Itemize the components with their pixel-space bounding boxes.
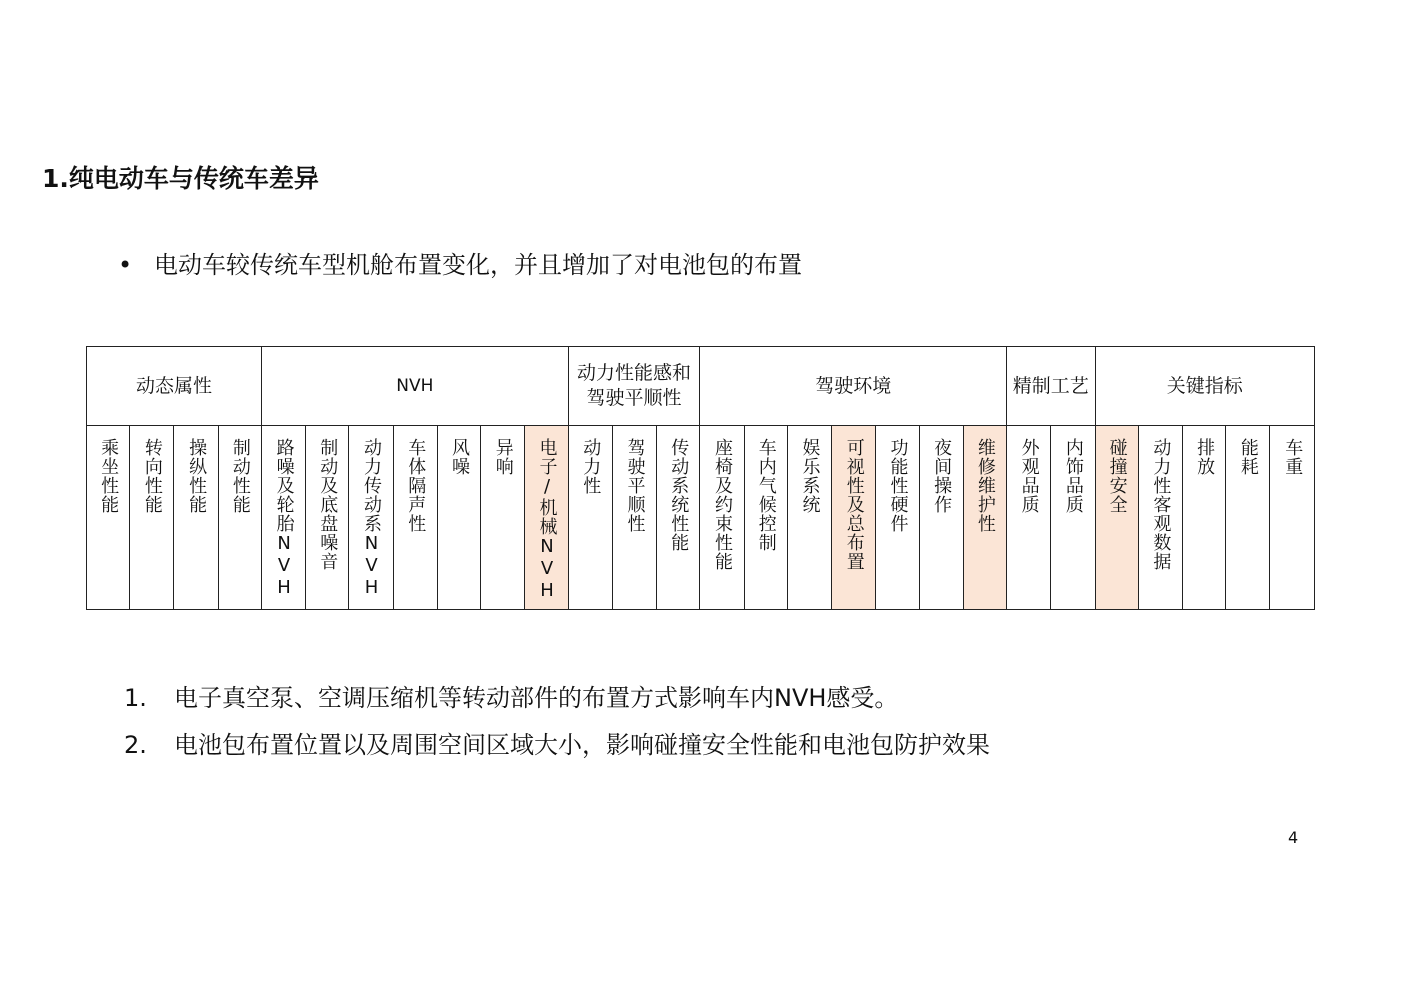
item-text: 电池包布置位置以及周围空间区域大小，影响碰撞安全性能和电池包防护效果 (174, 731, 990, 759)
item-label: 能耗 (1237, 438, 1259, 476)
item-label: 排放 (1194, 438, 1216, 476)
item-cell (1270, 426, 1315, 610)
item-label: 车重 (1282, 438, 1304, 476)
item-label: 娱乐系统 (799, 438, 821, 514)
numbered-item (124, 728, 990, 762)
group-header: 动力性能感和驾驶平顺性 (568, 347, 700, 426)
item-cell (1183, 426, 1226, 610)
item-label: 车内气候控制 (755, 438, 777, 552)
group-header-row (87, 347, 1315, 426)
item-cell (1051, 426, 1095, 610)
item-cell (349, 426, 393, 610)
section-title: 1.纯电动车与传统车差异 (42, 164, 319, 193)
item-label: 车体隔声性 (405, 438, 427, 533)
item-label: 可视性及总布置 (843, 438, 865, 571)
item-label: 异响 (492, 438, 514, 476)
item-cell (919, 426, 963, 610)
item-number: 2. (124, 731, 147, 759)
numbered-item (124, 681, 898, 715)
group-header: NVH (261, 347, 568, 426)
item-cell (393, 426, 437, 610)
item-label: 动力性 (580, 438, 602, 495)
item-row (87, 426, 1315, 610)
item-label: 座椅及约束性能 (712, 438, 733, 571)
item-cell (787, 426, 831, 610)
item-label: 驾驶平顺性 (624, 438, 646, 533)
item-label: 维修维护性 (974, 438, 996, 533)
item-cell (568, 426, 612, 610)
item-label: 电子/机械NVH (536, 438, 558, 602)
item-label: 动力传动系NVH (361, 438, 383, 599)
item-number: 1. (124, 684, 147, 712)
bullet-text: 电动车较传统车型机舱布置变化，并且增加了对电池包的布置 (154, 251, 802, 279)
item-label: 碰撞安全 (1106, 438, 1128, 514)
item-cell (832, 426, 876, 610)
item-cell (700, 426, 744, 610)
item-cell (744, 426, 787, 610)
item-label: 传动系统性能 (668, 438, 690, 552)
item-cell (1095, 426, 1138, 610)
item-label: 功能性硬件 (887, 438, 909, 533)
item-cell (87, 426, 130, 610)
item-label: 制动性能 (229, 438, 251, 514)
group-header: 精制工艺 (1007, 347, 1095, 426)
item-cell (612, 426, 656, 610)
item-cell (174, 426, 218, 610)
item-label: 制动及底盘噪音 (317, 438, 339, 571)
attribute-table (86, 346, 1315, 610)
item-label: 内饰品质 (1062, 438, 1084, 514)
item-cell (657, 426, 700, 610)
group-header: 动态属性 (87, 347, 262, 426)
bullet-dot: • (118, 251, 133, 279)
item-cell (437, 426, 480, 610)
page-number: 4 (1288, 828, 1299, 847)
item-label: 动力性客观数据 (1150, 438, 1172, 571)
item-label: 风噪 (449, 438, 470, 476)
item-cell (306, 426, 349, 610)
item-cell (218, 426, 261, 610)
item-label: 路噪及轮胎NVH (273, 438, 295, 599)
bullet-line (118, 248, 802, 282)
item-label: 外观品质 (1018, 438, 1040, 514)
item-label: 夜间操作 (931, 438, 953, 514)
item-cell (876, 426, 919, 610)
item-cell (481, 426, 525, 610)
item-cell (1138, 426, 1182, 610)
item-cell (963, 426, 1006, 610)
item-cell (1226, 426, 1270, 610)
group-header: 驾驶环境 (700, 347, 1007, 426)
item-cell (1007, 426, 1051, 610)
item-label: 转向性能 (141, 438, 163, 514)
item-cell (261, 426, 305, 610)
item-text: 电子真空泵、空调压缩机等转动部件的布置方式影响车内NVH感受。 (174, 684, 899, 712)
item-label: 乘坐性能 (98, 438, 120, 514)
group-header: 关键指标 (1095, 347, 1314, 426)
item-cell (525, 426, 568, 610)
item-label: 操纵性能 (186, 438, 208, 514)
item-cell (130, 426, 174, 610)
